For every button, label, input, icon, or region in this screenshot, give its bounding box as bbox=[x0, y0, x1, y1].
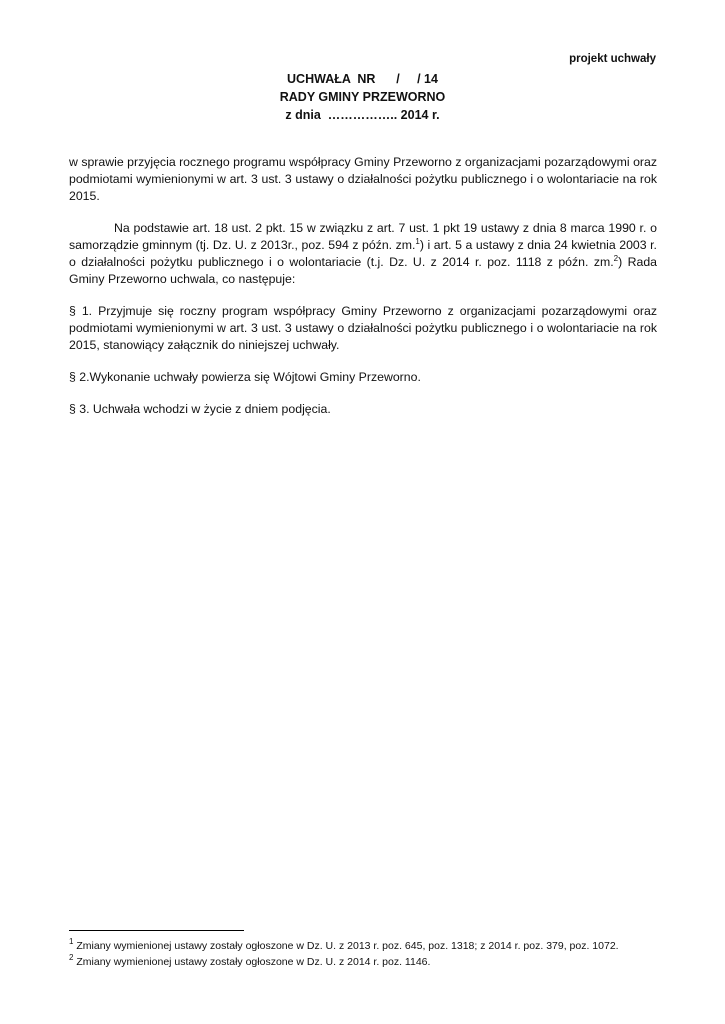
footnote-mark-2: 2 bbox=[69, 953, 74, 962]
council-name: RADY GMINY PRZEWORNO bbox=[279, 90, 446, 104]
footnote-ref-1: 1 bbox=[415, 237, 420, 246]
resolution-number: UCHWAŁA NR / / 14 bbox=[287, 72, 438, 86]
legal-basis-text-3: ) Rada Gminy Przeworno uchwala, co następuje: bbox=[69, 255, 657, 286]
footnote-2 bbox=[69, 954, 669, 970]
draft-note: projekt uchwały bbox=[569, 53, 656, 65]
subject-paragraph: w sprawie przyjęcia rocznego programu współpracy Gminy Przeworno z organizacjami pozarządowymi oraz podmiotami wymienionymi w art. 3 ust. 3 ustawy o działalności pożytku publicznego i o wolontariacie na rok 2015. bbox=[69, 155, 657, 203]
footnote-separator bbox=[69, 930, 244, 931]
section-1: § 1. Przyjmuje się roczny program współpracy Gminy Przeworno z organizacjami pozarządowymi oraz podmiotami wymienionymi w art. 3 ust. 3 ustawy o działalności pożytku publicznego i o wolontariacie na rok 2015, stanowiący załącznik do niniejszej uchwały. bbox=[69, 304, 657, 352]
footnote-text-2: Zmiany wymienionej ustawy zostały ogłoszone w Dz. U. z 2014 r. poz. 1146. bbox=[73, 956, 431, 968]
resolution-header bbox=[0, 70, 725, 124]
footnotes bbox=[69, 938, 669, 970]
legal-basis-paragraph bbox=[69, 220, 657, 288]
legal-basis-text-1: Na podstawie art. 18 ust. 2 pkt. 15 w związku z art. 7 ust. 1 pkt 19 ustawy z dnia 8 marca 1990 r. o samorządzie gminnym (tj. Dz. U. z 2013r., poz. 594 z późn. zm. bbox=[69, 221, 657, 252]
legal-basis-text-2: ) i art. 5 a ustawy z dnia 24 kwietnia 2003 r. o działalności pożytku publicznego i o wolontariacie (t.j. Dz. U. z 2014 r. poz. 1118 z późn. zm. bbox=[69, 238, 657, 269]
footnote-text-1: Zmiany wymienionej ustawy zostały ogłoszone w Dz. U. z 2013 r. poz. 645, poz. 1318; z 2014 r. poz. 379, poz. 1072. bbox=[73, 940, 619, 952]
resolution-date: z dnia …………….. 2014 r. bbox=[285, 108, 440, 122]
section-3: § 3. Uchwała wchodzi w życie z dniem podjęcia. bbox=[69, 402, 331, 416]
footnote-ref-2: 2 bbox=[613, 254, 619, 263]
footnote-mark-1: 1 bbox=[69, 937, 74, 946]
resolution-body bbox=[69, 154, 657, 418]
section-2: § 2.Wykonanie uchwały powierza się Wójtowi Gminy Przeworno. bbox=[69, 370, 421, 384]
footnote-1 bbox=[69, 938, 669, 954]
